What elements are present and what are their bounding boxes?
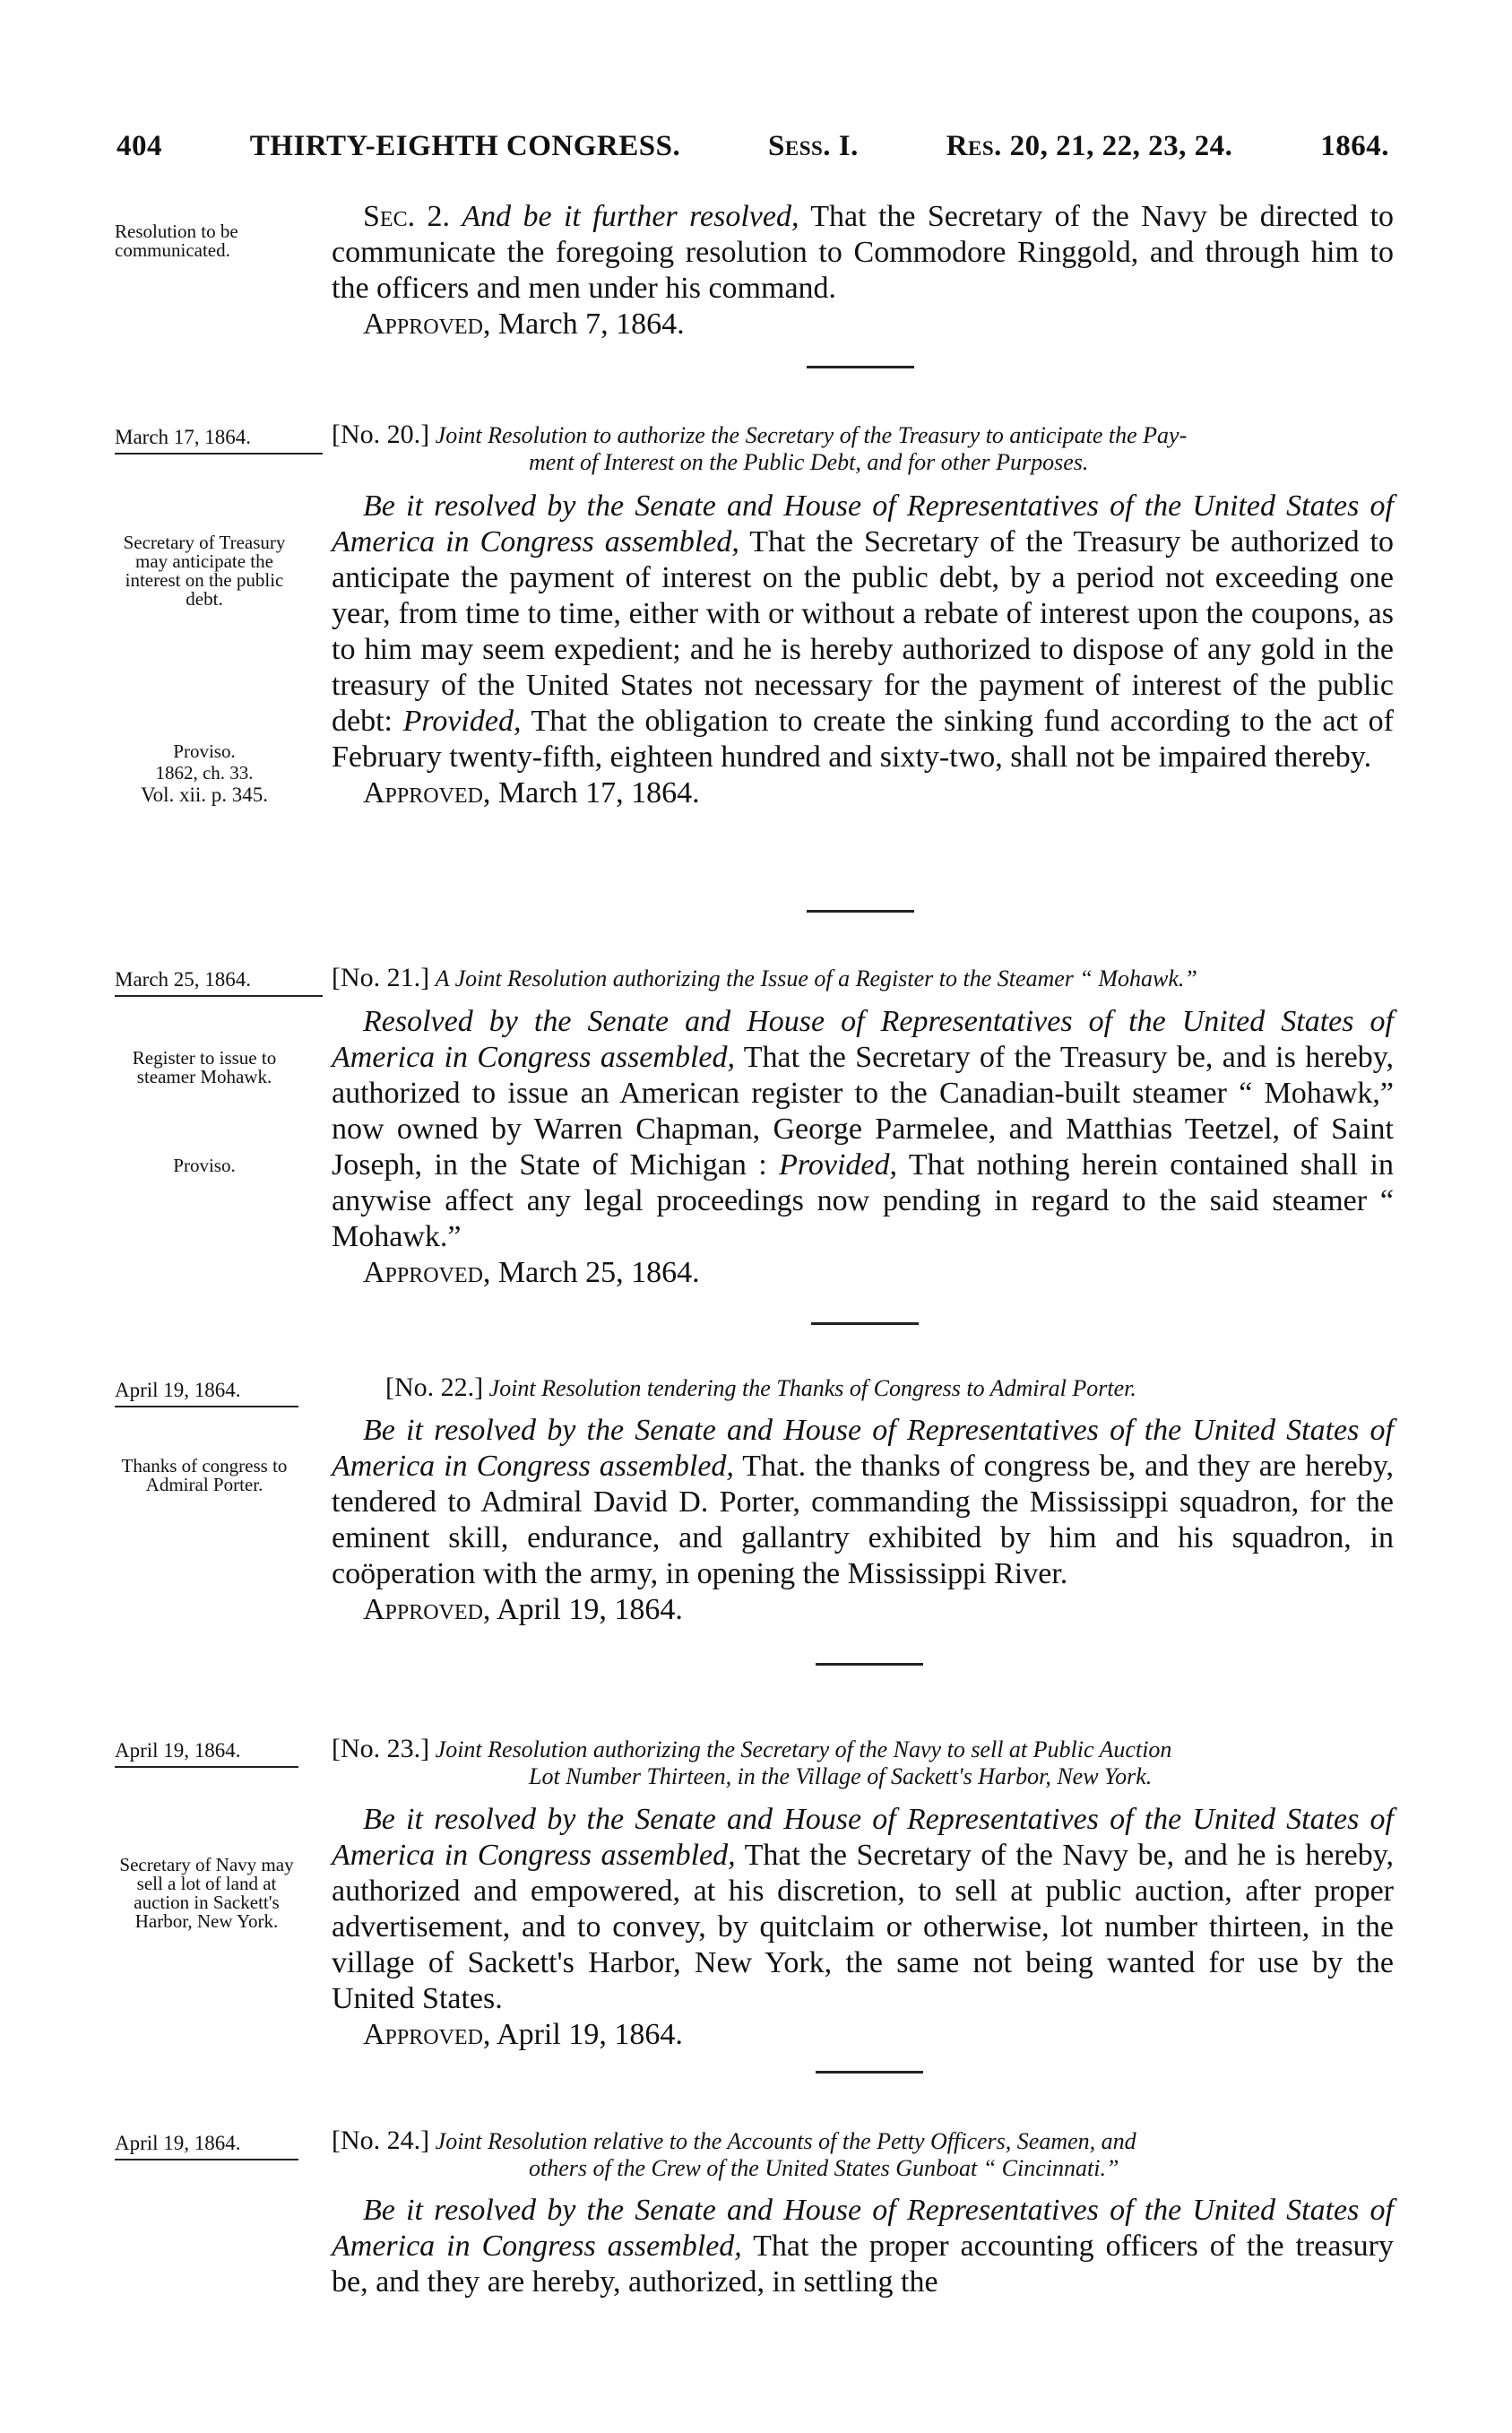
res22-title-text: Joint Resolution tendering the Thanks of Congress to Admiral Porter. <box>488 1375 1136 1401</box>
res20-title-line2: ment of Interest on the Public Debt, and for other Purposes. <box>529 449 1089 475</box>
res20-margin-proviso: Proviso. <box>173 740 236 762</box>
res24-enacting-clause: Be it resolved by the Senate and House of Representatives of the United States of America in Congress assembled, <box>332 2194 1394 2263</box>
res21-number: [No. 21.] <box>332 963 430 992</box>
res21-proviso-italic: Provided, <box>779 1148 898 1182</box>
res23-body <box>332 1802 1394 2053</box>
section-rule <box>811 1322 919 1325</box>
res23-approved-label: Approved, <box>363 2018 491 2051</box>
res23-enacting-clause: Be it resolved by the Senate and House of Representatives of the United States of America in Congress assembled, <box>332 1803 1394 1872</box>
res21-text-1: That the Secretary of the Treasury be, and is hereby, authorized to issue an American register to the Canadian-built steamer “ Mohawk,” now owned by Warren Chapman, George Parmelee, and Matthias Teetzel, of Saint Joseph, in the State of Michigan : <box>332 1041 1394 1182</box>
res21-margin-proviso: Proviso. <box>173 1155 236 1176</box>
sec2-body <box>332 199 1394 342</box>
res24-title-line2: others of the Crew of the United States Gunboat “ Cincinnati.” <box>529 2155 1119 2181</box>
res21-date: March 25, 1864. <box>115 968 323 997</box>
res21-title-text: A Joint Resolution authorizing the Issue of a Register to the Steamer “ Mohawk.” <box>435 965 1197 991</box>
res23-number: [No. 23.] <box>332 1734 430 1763</box>
res23-title <box>332 1736 1394 1790</box>
res22-number: [No. 22.] <box>385 1372 484 1402</box>
res20-approved-date: March 17, 1864. <box>497 776 700 810</box>
res23-title-line1: Joint Resolution authorizing the Secretary of the Navy to sell at Public Auction <box>435 1736 1172 1762</box>
sec2-text: That the Secretary of the Navy be directed to communicate the foregoing resolution to Commodore Ringgold, and through him to the officers and men under his command. <box>332 200 1395 305</box>
res21-approved-label: Approved, <box>363 1256 491 1289</box>
res22-approved-label: Approved, <box>363 1593 491 1626</box>
res23-title-line2: Lot Number Thirteen, in the Village of Sackett's Harbor, New York. <box>529 1763 1153 1789</box>
header-year: 1864. <box>1320 130 1389 162</box>
res22-enacting-clause: Be it resolved by the Senate and House of Representatives of the United States of America in Congress assembled, <box>332 1414 1394 1483</box>
res21-text-2: That nothing herein contained shall in anywise affect any legal proceedings now pending in regard to the said steamer “ Mohawk.” <box>332 1148 1394 1253</box>
res20-text-1: That the Secretary of the Treasury be authorized to anticipate the payment of interest on the public debt, by a period not exceeding one year, from time to time, either with or without a rebate of interest upon the coupons, as to him may seem expedient; and he is hereby authorized to dispose of any gold in the treasury of the United States not necessary for the payment of interest of the public debt: <box>332 525 1395 738</box>
res23-margin-note: Secretary of Navy may sell a lot of land at auction in Sackett's Harbor, New York. <box>119 1854 294 1932</box>
sec2-approved-date: March 7, 1864. <box>497 307 685 341</box>
section-rule <box>807 910 914 913</box>
section-rule <box>807 366 914 368</box>
res20-approved-label: Approved, <box>363 776 491 810</box>
res22-date: April 19, 1864. <box>115 1379 298 1407</box>
res24-number: [No. 24.] <box>332 2126 430 2155</box>
res24-body <box>332 2193 1394 2300</box>
res22-title <box>385 1374 1389 1402</box>
res21-margin-note: Register to issue to steamer Mohawk. <box>132 1047 277 1087</box>
res20-proviso-italic: Provided, <box>402 705 522 738</box>
res20-text-2: That the obligation to create the sinking fund according to the act of February twenty-fifth, eighteen hundred and sixty-two, shall not be impaired thereby. <box>332 705 1394 774</box>
res20-enacting-clause: Be it resolved by the Senate and House of Representatives of the United States of America in Congress assembled, <box>332 489 1394 558</box>
res20-body <box>332 489 1394 811</box>
page-number: 404 <box>117 130 162 162</box>
header-congress: THIRTY-EIGHTH CONGRESS. <box>249 130 681 162</box>
res20-date: March 17, 1864. <box>115 426 323 455</box>
res20-title <box>332 421 1394 476</box>
res20-number: [No. 20.] <box>332 420 430 449</box>
running-header <box>117 130 1389 163</box>
res22-body <box>332 1413 1394 1628</box>
res20-margin-note: Secretary of Treasury may anticipate the interest on the public debt. <box>123 532 286 610</box>
res24-title <box>332 2127 1394 2182</box>
res20-margin-cite-1: 1862, ch. 33. <box>155 762 254 784</box>
res24-text: That the proper accounting officers of the treasury be, and they are hereby, authorized, in settling the <box>332 2230 1394 2299</box>
res23-approved-date: April 19, 1864. <box>497 2018 683 2051</box>
section-rule <box>816 2071 923 2074</box>
sec2-italic: And be it further resolved, <box>462 200 799 233</box>
res20-margin-cite-2: Vol. xii. p. 345. <box>140 784 269 806</box>
res21-enacting-clause: Resolved by the Senate and House of Representatives of the United States of America in Congress assembled, <box>332 1005 1394 1074</box>
section-rule <box>816 1663 923 1666</box>
res20-title-line1: Joint Resolution to authorize the Secretary of the Treasury to anticipate the Pay- <box>435 422 1188 448</box>
res22-margin-note: Thanks of congress to Admiral Porter. <box>121 1455 288 1495</box>
res23-text: That the Secretary of the Navy be, and he is hereby, authorized and empowered, at his discretion, to sell at public auction, after proper advertisement, and to convey, by quitclaim or otherwise, lot number thirteen, in the village of Sackett's Harbor, New York, the same not being wanted for use by the United States. <box>332 1839 1394 2015</box>
res22-text: That. the thanks of congress be, and they are hereby, tendered to Admiral David D. Porter, commanding the Mississippi squadron, for the eminent skill, endurance, and gallantry exhibited by him and his squadron, in coöperation with the army, in opening the Mississippi River. <box>332 1450 1394 1590</box>
res23-date: April 19, 1864. <box>115 1739 298 1768</box>
header-resolutions: Res. 20, 21, 22, 23, 24. <box>946 130 1233 162</box>
res21-approved-date: March 25, 1864. <box>497 1256 700 1289</box>
sec2-approved-label: Approved, <box>363 307 491 341</box>
res24-title-line1: Joint Resolution relative to the Accounts of the Petty Officers, Seamen, and <box>435 2128 1136 2154</box>
res21-title <box>332 965 1394 992</box>
res21-body <box>332 1004 1394 1291</box>
sec2-lead: Sec. 2. <box>363 200 450 233</box>
margin-note-sec2: Resolution to be communicated. <box>115 221 238 261</box>
res22-approved-date: April 19, 1864. <box>497 1593 683 1626</box>
res24-date: April 19, 1864. <box>115 2132 298 2160</box>
header-session: Sess. I. <box>768 130 859 162</box>
